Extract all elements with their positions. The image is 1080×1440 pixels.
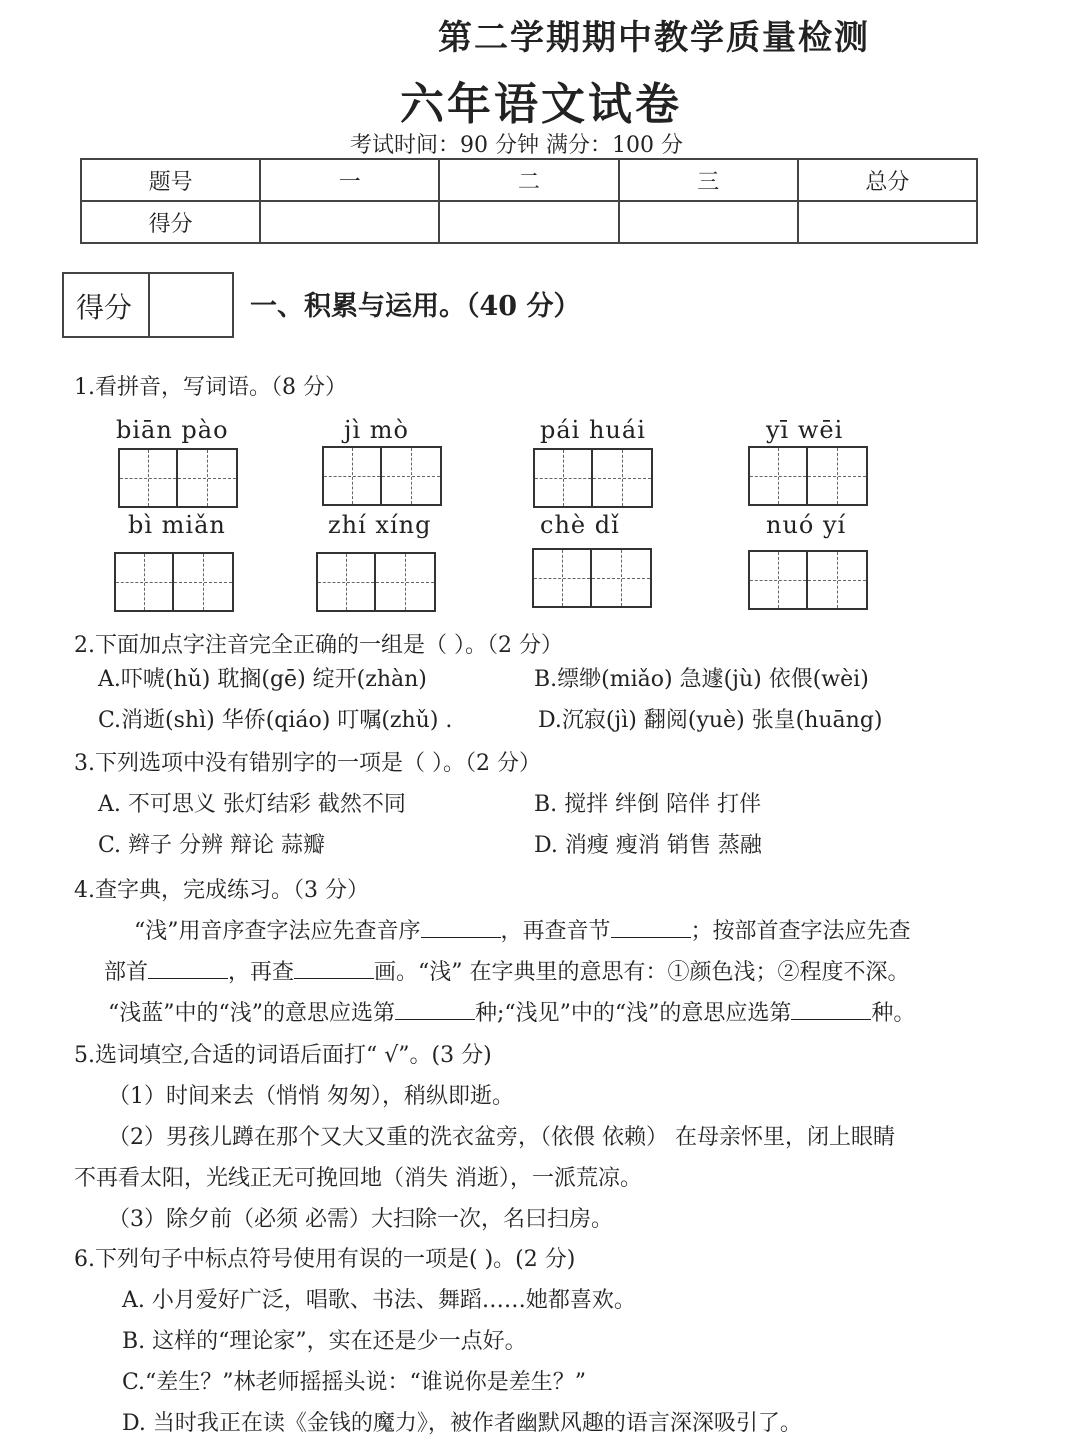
- q4-line-1: [134, 914, 911, 945]
- option-b: B.缥缈(miǎo) 急遽(jù) 依偎(wèi): [534, 667, 869, 692]
- answer-blank[interactable]: [148, 960, 228, 979]
- grid-cell[interactable]: [174, 552, 234, 612]
- grid-cell[interactable]: [593, 448, 653, 508]
- q4-text: “浅蓝”中的“浅”的意思应选第: [108, 1001, 395, 1026]
- tianzige-grid[interactable]: [322, 446, 442, 506]
- question-5: 5.选词填空,合适的词语后面打“ √”。(3 分): [74, 1043, 492, 1068]
- question-4: 4.查字典，完成练习。（3 分）: [74, 878, 369, 903]
- answer-blank[interactable]: [294, 960, 374, 979]
- q5-item-1: （1）时间来去（悄悄 匆匆），稍纵即逝。: [108, 1084, 514, 1109]
- answer-blank[interactable]: [421, 919, 501, 938]
- q4-line-3: [108, 996, 915, 1027]
- option-b: B. 搅拌 绊倒 陪伴 打伴: [534, 792, 762, 817]
- q4-text: “浅”用音序查字法应先查音序: [134, 919, 421, 944]
- pinyin-label: jì mò: [344, 416, 409, 444]
- score-table: [80, 158, 978, 244]
- q4-text: ；按部首查字法应先查: [690, 919, 911, 944]
- exam-info: 考试时间：90 分钟 满分：100 分: [350, 133, 683, 158]
- exam-title: 六年语文试卷: [400, 79, 682, 130]
- option-c: C. 辫子 分辨 辩论 蒜瓣: [98, 833, 326, 858]
- tianzige-grid[interactable]: [316, 552, 436, 612]
- option-a: A. 小月爱好广泛，唱歌、书法、舞蹈……她都喜欢。: [122, 1288, 636, 1313]
- question-2: 2.下面加点字注音完全正确的一组是（ ）。（2 分）: [74, 633, 563, 658]
- section-score-label: 得分: [76, 291, 133, 324]
- score-cell: 总分: [798, 159, 977, 201]
- pinyin-label: bì miǎn: [128, 511, 226, 539]
- option-c: C.消逝(shì) 华侨(qiáo) 叮嘱(zhǔ) .: [98, 708, 453, 733]
- option-d: D. 当时我正在读《金钱的魔力》，被作者幽默风趣的语言深深吸引了。: [122, 1411, 802, 1436]
- q4-text: 画。“浅” 在字典里的意思有：①颜色浅；②程度不深。: [374, 960, 910, 985]
- grid-cell[interactable]: [114, 552, 174, 612]
- grid-cell[interactable]: [382, 446, 442, 506]
- pinyin-label: nuó yí: [766, 511, 847, 539]
- score-table-header-row: [81, 159, 977, 201]
- exam-subtitle: 第二学期期中教学质量检测: [438, 18, 870, 58]
- grid-cell[interactable]: [118, 448, 178, 508]
- tianzige-grid[interactable]: [533, 448, 653, 508]
- section-score-divider: [148, 274, 150, 336]
- score-blank-cell[interactable]: [260, 201, 439, 243]
- grid-cell[interactable]: [178, 448, 238, 508]
- q4-text: 种;“浅见”中的“浅”的意思应选第: [475, 1001, 792, 1026]
- pinyin-label: biān pào: [116, 416, 229, 444]
- grid-cell[interactable]: [748, 550, 808, 610]
- tianzige-grid[interactable]: [532, 548, 652, 608]
- question-6: 6.下列句子中标点符号使用有误的一项是( )。(2 分): [74, 1247, 576, 1272]
- section-1-title: 一、积累与运用。（40 分）: [250, 291, 581, 322]
- grid-cell[interactable]: [808, 446, 868, 506]
- q4-text: 部首: [104, 960, 149, 985]
- score-cell: 三: [619, 159, 798, 201]
- q5-item-2: （2）男孩儿蹲在那个又大又重的洗衣盆旁，（依偎 依赖） 在母亲怀里，闭上眼睛: [108, 1125, 895, 1150]
- answer-blank[interactable]: [791, 1001, 871, 1020]
- q4-text: 种。: [871, 1001, 916, 1026]
- option-a: A. 不可思义 张灯结彩 截然不同: [98, 792, 406, 817]
- tianzige-grid[interactable]: [114, 552, 234, 612]
- question-1: 1.看拼音，写词语。（8 分）: [74, 375, 347, 400]
- score-cell: 一: [260, 159, 439, 201]
- score-cell: 得分: [81, 201, 260, 243]
- grid-cell[interactable]: [376, 552, 436, 612]
- option-b: B. 这样的“理论家”，实在还是少一点好。: [122, 1329, 527, 1354]
- grid-cell[interactable]: [316, 552, 376, 612]
- score-blank-cell[interactable]: [439, 201, 618, 243]
- score-cell: 二: [439, 159, 618, 201]
- answer-blank[interactable]: [611, 919, 691, 938]
- option-a: A.吓唬(hǔ) 耽搁(gē) 绽开(zhàn): [98, 667, 427, 692]
- option-d: D.沉寂(jì) 翻阅(yuè) 张皇(huāng): [538, 708, 883, 733]
- pinyin-label: pái huái: [540, 416, 646, 444]
- q4-text: ，再查: [228, 960, 295, 985]
- tianzige-grid[interactable]: [118, 448, 238, 508]
- pinyin-label: yī wēi: [766, 416, 844, 444]
- q4-line-2: [104, 955, 910, 986]
- question-3: 3.下列选项中没有错别字的一项是（ ）。（2 分）: [74, 751, 541, 776]
- score-blank-cell[interactable]: [619, 201, 798, 243]
- pinyin-label: zhí xíng: [328, 511, 432, 539]
- q5-item-3: （3）除夕前（必须 必需）大扫除一次，名曰扫房。: [108, 1207, 613, 1232]
- grid-cell[interactable]: [322, 446, 382, 506]
- score-table-score-row: [81, 201, 977, 243]
- grid-cell[interactable]: [533, 448, 593, 508]
- score-cell: 题号: [81, 159, 260, 201]
- answer-blank[interactable]: [395, 1001, 475, 1020]
- option-c: C.“差生？”林老师摇摇头说：“谁说你是差生？”: [122, 1370, 587, 1395]
- tianzige-grid[interactable]: [748, 446, 868, 506]
- section-score-box: [62, 272, 234, 338]
- grid-cell[interactable]: [592, 548, 652, 608]
- grid-cell[interactable]: [748, 446, 808, 506]
- q5-item-2-cont: 不再看太阳，光线正无可挽回地（消失 消逝），一派荒凉。: [74, 1166, 642, 1191]
- score-blank-cell[interactable]: [798, 201, 977, 243]
- q4-text: ，再查音节: [500, 919, 611, 944]
- grid-cell[interactable]: [808, 550, 868, 610]
- tianzige-grid[interactable]: [748, 550, 868, 610]
- option-d: D. 消瘦 瘦消 销售 蒸融: [534, 833, 762, 858]
- grid-cell[interactable]: [532, 548, 592, 608]
- pinyin-label: chè dǐ: [540, 511, 620, 539]
